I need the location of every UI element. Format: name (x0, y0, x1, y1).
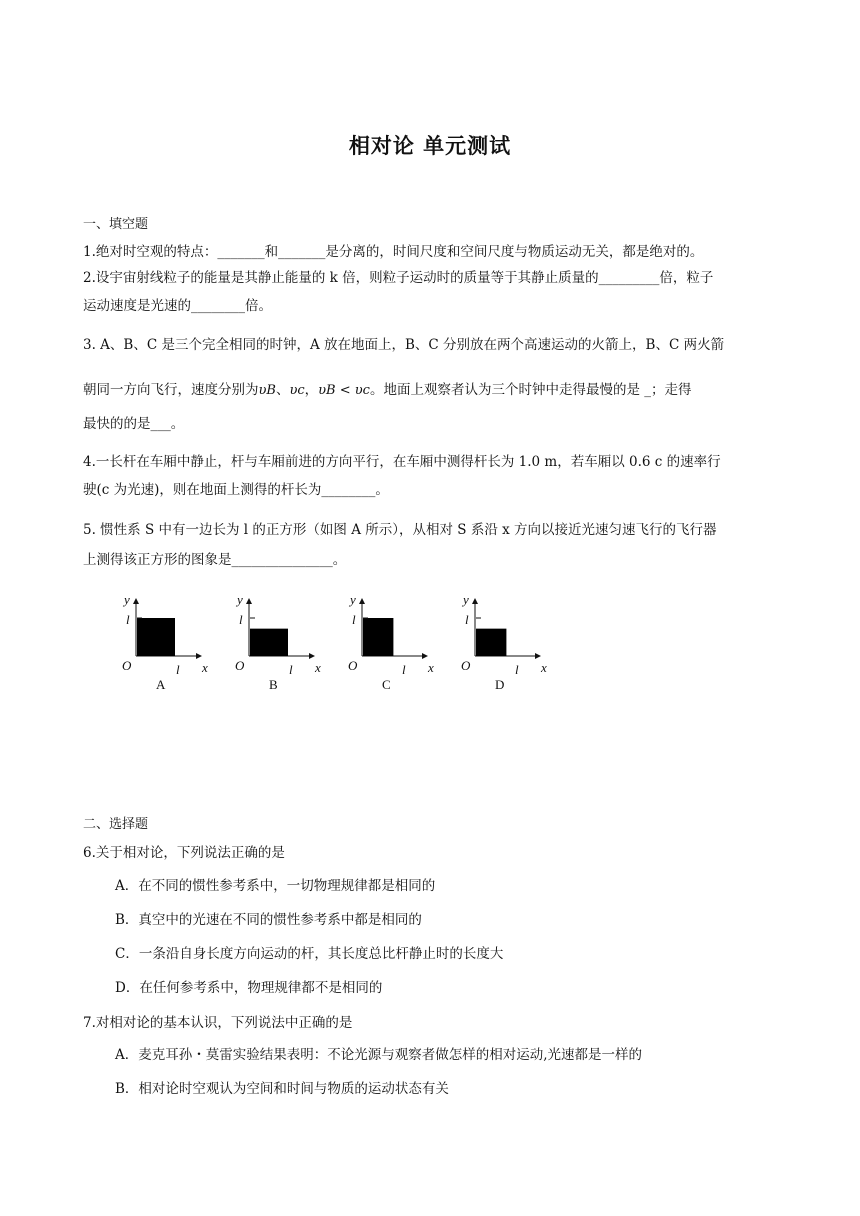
x-axis-arrow (196, 653, 202, 659)
y-l-label: l (352, 612, 356, 627)
question-2-line-2: 运动速度是光速的________倍。 (83, 298, 272, 314)
origin-label: O (348, 658, 358, 673)
y-axis-label: y (124, 592, 130, 607)
x-l-label: l (289, 662, 293, 677)
shape-rectangle (137, 618, 175, 656)
figure-c (338, 590, 448, 700)
y-axis-label: y (463, 592, 469, 607)
x-axis-label: x (315, 660, 321, 675)
figure-b (225, 590, 335, 700)
origin-label: O (461, 658, 471, 673)
section-heading-fill-in: 一、填空题 (83, 217, 149, 232)
x-l-label: l (176, 662, 180, 677)
separator: 、 (275, 382, 290, 398)
question-6-option-b: B．真空中的光速在不同的惯性参考系中都是相同的 (115, 912, 422, 928)
velocity-c: υc (289, 383, 305, 398)
question-5-figures (112, 590, 552, 700)
y-axis-arrow (133, 598, 139, 604)
page-title: 相对论 单元测试 (348, 134, 512, 158)
x-axis-arrow (309, 653, 315, 659)
y-axis-label: y (237, 592, 243, 607)
y-l-label: l (465, 612, 469, 627)
question-6-option-a: A．在不同的惯性参考系中，一切物理规律都是相同的 (115, 878, 436, 894)
y-axis-arrow (472, 598, 478, 604)
separator: ， (304, 382, 319, 398)
x-l-label: l (515, 662, 519, 677)
question-7: 7.对相对论的基本认识，下列说法中正确的是 (83, 1015, 353, 1031)
question-5-line-1: 5. 惯性系 S 中有一边长为 l 的正方形（如图 A 所示），从相对 S 系沿 x 方向以接近光速匀速飞行的飞行器 (83, 522, 717, 538)
question-6: 6.关于相对论，下列说法正确的是 (83, 845, 285, 861)
velocity-b: υB (258, 383, 276, 398)
x-axis-arrow (535, 653, 541, 659)
velocity-inequality: υB < υc (318, 383, 370, 398)
x-axis-label: x (202, 660, 208, 675)
figure-label: D (495, 677, 505, 692)
shape-rectangle (476, 629, 506, 656)
y-axis-label: y (350, 592, 356, 607)
y-l-label: l (239, 612, 243, 627)
figure-label: A (156, 677, 166, 692)
question-3-line-1: 3. A、B、C 是三个完全相同的时钟，A 放在地面上，B、C 分别放在两个高速运动的火箭上，B、C 两火箭 (83, 337, 725, 353)
x-axis-label: x (541, 660, 547, 675)
y-axis-arrow (246, 598, 252, 604)
figure-d (451, 590, 561, 700)
question-4-line-1: 4.一长杆在车厢中静止，杆与车厢前进的方向平行，在车厢中测得杆长为 1.0 m，若车厢以 0.6 c 的速率行 (83, 454, 721, 470)
origin-label: O (235, 658, 245, 673)
x-axis-label: x (428, 660, 434, 675)
x-axis-arrow (422, 653, 428, 659)
shape-rectangle (363, 618, 393, 656)
question-3-line-2 (83, 380, 692, 401)
question-7-option-b: B．相对论时空观认为空间和时间与物质的运动状态有关 (115, 1081, 449, 1097)
question-3-line-3: 最快的的是___。 (83, 416, 185, 432)
figure-label: B (269, 677, 278, 692)
origin-label: O (122, 658, 132, 673)
question-3-text-a: 朝同一方向飞行，速度分别为 (83, 382, 259, 398)
y-l-label: l (126, 612, 130, 627)
figure-a (112, 590, 222, 700)
shape-rectangle (250, 629, 288, 656)
question-6-option-d: D．在任何参考系中，物理规律都不是相同的 (115, 980, 383, 996)
question-7-option-a: A．麦克耳孙・莫雷实验结果表明：不论光源与观察者做怎样的相对运动,光速都是一样的 (115, 1047, 643, 1063)
question-1: 1.绝对时空观的特点：_______和_______是分离的，时间尺度和空间尺度与物质运动无关，都是绝对的。 (83, 244, 704, 260)
question-4-line-2: 驶(c 为光速)，则在地面上测得的杆长为________。 (83, 482, 389, 498)
question-6-option-c: C．一条沿自身长度方向运动的杆，其长度总比杆静止时的长度大 (115, 946, 504, 962)
y-axis-arrow (359, 598, 365, 604)
figure-label: C (382, 677, 391, 692)
question-5-line-2: 上测得该正方形的图象是_______________。 (83, 552, 347, 568)
section-heading-choice: 二、选择题 (83, 817, 149, 832)
question-3-text-b: 。地面上观察者认为三个时钟中走得最慢的是 _；走得 (369, 382, 692, 398)
question-2-line-1: 2.设宇宙射线粒子的能量是其静止能量的 k 倍，则粒子运动时的质量等于其静止质量的_________倍，粒子 (83, 270, 714, 286)
x-l-label: l (402, 662, 406, 677)
